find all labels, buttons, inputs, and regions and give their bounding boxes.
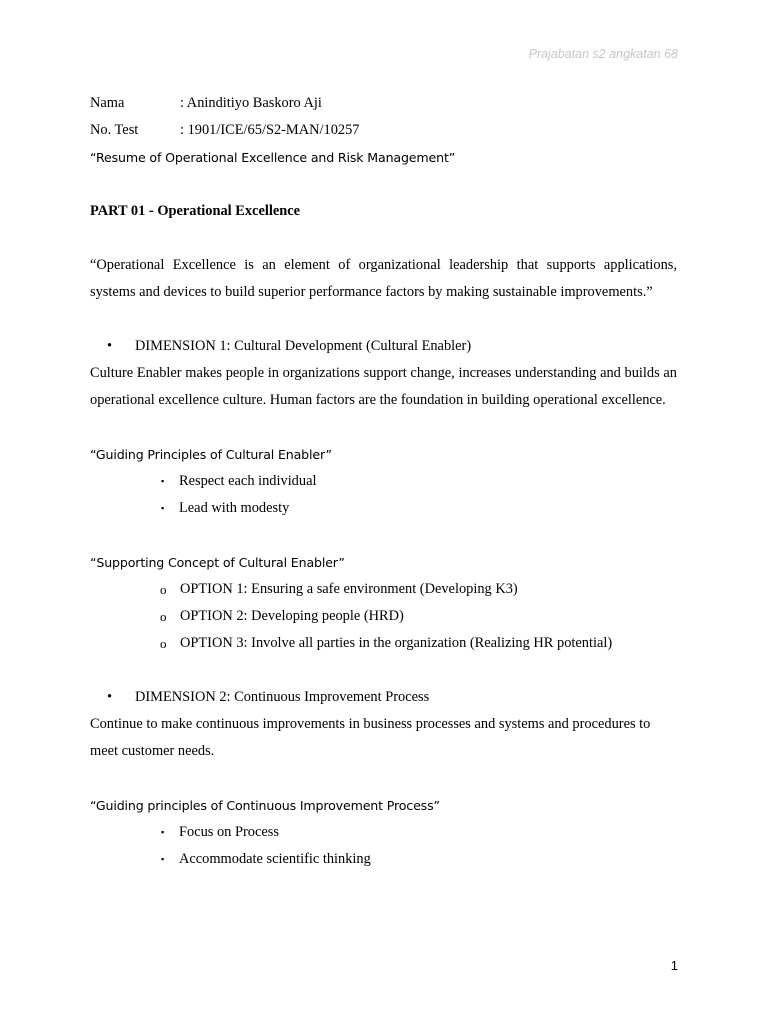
list-item bbox=[90, 630, 677, 657]
dimension2-text: Continue to make continuous improvements in business processes and systems and procedures to meet customer needs. bbox=[90, 716, 651, 759]
concept-text: OPTION 1: Ensuring a safe environment (Developing K3) bbox=[180, 581, 518, 597]
dimension1-item bbox=[90, 333, 677, 360]
test-label: No. Test bbox=[90, 122, 139, 138]
dimension1-text: Culture Enabler makes people in organizations support change, increases understanding and builds an operational excellence culture. Human factors are the foundation in building operational excellence. bbox=[90, 365, 677, 408]
list-item bbox=[90, 846, 677, 873]
dimension2-title: DIMENSION 2: Continuous Improvement Process bbox=[135, 689, 430, 705]
name-row bbox=[90, 90, 677, 117]
list-item bbox=[90, 603, 677, 630]
improvement-principles-title: “Guiding principles of Continuous Improvement Process” bbox=[90, 798, 440, 813]
principle-text: Lead with modesty bbox=[179, 500, 290, 516]
page-header: Prajabatan s2 angkatan 68 bbox=[528, 47, 678, 61]
definition-quote: “Operational Excellence is an element of organizational leadership that supports applications, systems and devices to build superior performance factors by making sustainable improvements.” bbox=[90, 257, 677, 300]
principle-text: Focus on Process bbox=[179, 824, 279, 840]
test-value: : 1901/ICE/65/S2-MAN/10257 bbox=[180, 122, 360, 138]
circle-bullet-marker: o bbox=[160, 582, 167, 597]
name-value: : Aninditiyo Baskoro Aji bbox=[180, 95, 322, 111]
list-item bbox=[90, 576, 677, 603]
square-bullet-marker: ▪ bbox=[161, 503, 165, 513]
document-body bbox=[90, 90, 677, 873]
dimension2-item bbox=[90, 684, 677, 711]
circle-bullet-marker: o bbox=[160, 609, 167, 624]
principle-text: Accommodate scientific thinking bbox=[179, 851, 371, 867]
square-bullet-marker: ▪ bbox=[161, 854, 165, 864]
concept-text: OPTION 2: Developing people (HRD) bbox=[180, 608, 404, 624]
name-label: Nama bbox=[90, 95, 125, 111]
circle-bullet-marker: o bbox=[160, 636, 167, 651]
bullet-marker: • bbox=[107, 689, 113, 705]
test-row bbox=[90, 117, 677, 144]
page-number: 1 bbox=[670, 958, 678, 973]
part1-heading: PART 01 - Operational Excellence bbox=[90, 203, 300, 219]
list-item bbox=[90, 495, 677, 522]
dimension1-title: DIMENSION 1: Cultural Development (Cultural Enabler) bbox=[135, 338, 472, 354]
square-bullet-marker: ▪ bbox=[161, 476, 165, 486]
cultural-principles-title: “Guiding Principles of Cultural Enabler” bbox=[90, 447, 332, 462]
list-item bbox=[90, 468, 677, 495]
resume-title: “Resume of Operational Excellence and Risk Management” bbox=[90, 150, 456, 165]
square-bullet-marker: ▪ bbox=[161, 827, 165, 837]
bullet-marker: • bbox=[107, 338, 113, 354]
list-item bbox=[90, 819, 677, 846]
concept-text: OPTION 3: Involve all parties in the organization (Realizing HR potential) bbox=[180, 635, 613, 651]
cultural-concept-title: “Supporting Concept of Cultural Enabler” bbox=[90, 555, 345, 570]
principle-text: Respect each individual bbox=[179, 473, 317, 489]
